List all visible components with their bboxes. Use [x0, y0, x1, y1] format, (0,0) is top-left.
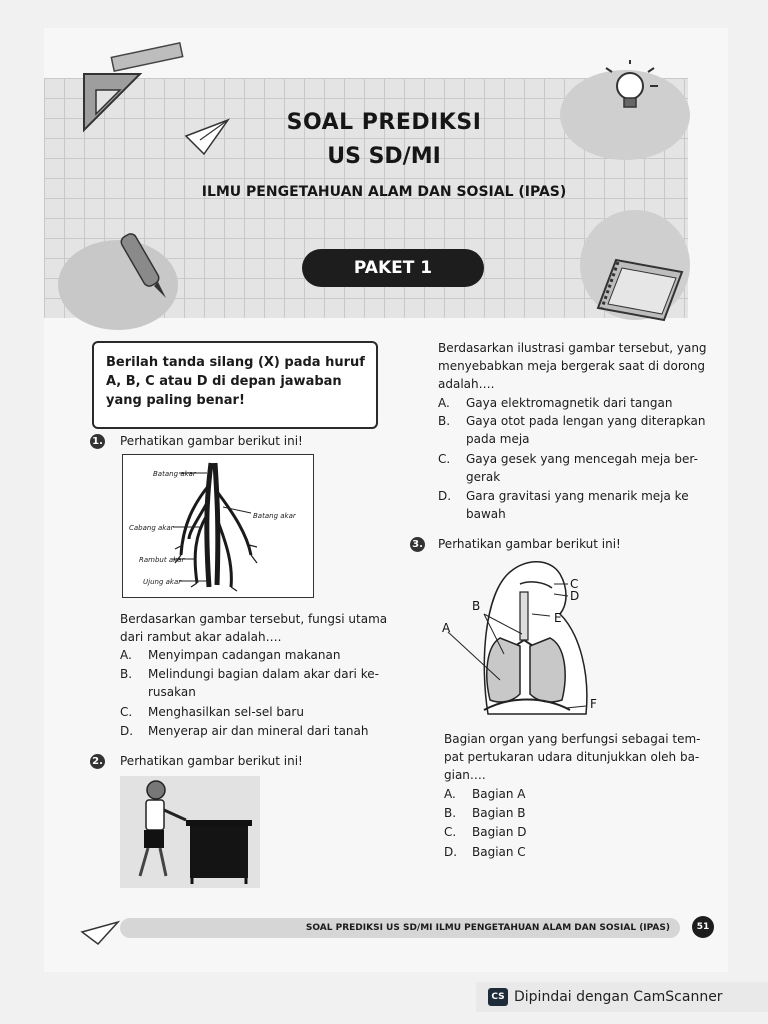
- option-letter: A.: [120, 648, 132, 662]
- option-letter: C.: [438, 452, 451, 466]
- label-cabang-akar: Cabang akar: [129, 524, 174, 532]
- option-letter: B.: [438, 414, 451, 428]
- respiratory-system-diagram: [440, 554, 610, 720]
- page-title-line2: US SD/MI: [327, 144, 441, 169]
- option-letter: C.: [444, 825, 457, 839]
- question-text: pat pertukaran udara ditunjukkan oleh ba-: [444, 750, 700, 764]
- label-ujung-akar: Ujung akar: [143, 578, 182, 586]
- option-text: Gaya elektromagnetik dari tangan: [466, 396, 673, 410]
- label-e: E: [554, 611, 562, 625]
- option-text: Bagian C: [472, 845, 526, 859]
- option-letter: D.: [444, 845, 458, 859]
- option-letter: B.: [444, 806, 457, 820]
- option-text: bawah: [466, 507, 506, 521]
- paper-plane-icon: [80, 918, 120, 948]
- question-text: Berdasarkan ilustrasi gambar tersebut, yang: [438, 341, 707, 355]
- option-text: gerak: [466, 470, 501, 484]
- label-a: A: [442, 621, 451, 635]
- root-figure: [122, 454, 314, 598]
- option-text: Gaya gesek yang mencegah meja ber-: [466, 452, 698, 466]
- option-text: Gara gravitasi yang menarik meja ke: [466, 489, 689, 503]
- scanner-text: Dipindai dengan CamScanner: [514, 989, 723, 1005]
- option-text: rusakan: [148, 685, 196, 699]
- option-letter: C.: [120, 705, 133, 719]
- label-d: D: [570, 589, 580, 603]
- option-letter: D.: [120, 724, 134, 738]
- option-letter: A.: [444, 787, 456, 801]
- option-text: pada meja: [466, 432, 530, 446]
- option-letter: B.: [120, 667, 133, 681]
- question-text: dari rambut akar adalah….: [120, 630, 282, 644]
- question-text: Bagian organ yang berfungsi sebagai tem-: [444, 732, 701, 746]
- instruction-box: [92, 341, 378, 429]
- question-text: Berdasarkan gambar tersebut, fungsi utama: [120, 612, 388, 626]
- option-text: Menghasilkan sel-sel baru: [148, 705, 304, 719]
- question-number: 1.: [90, 434, 105, 449]
- option-text: Melindungi bagian dalam akar dari ke-: [148, 667, 379, 681]
- option-letter: A.: [438, 396, 450, 410]
- camscanner-logo-icon: CS: [488, 988, 508, 1006]
- paket-badge: PAKET 1: [302, 249, 484, 287]
- question-text: adalah….: [438, 377, 495, 391]
- question-intro: Perhatikan gambar berikut ini!: [120, 434, 303, 448]
- question-text: menyebabkan meja bergerak saat di dorong: [438, 359, 706, 373]
- instruction-text: Berilah tanda silang (X) pada huruf A, B, C atau D di depan jawaban yang paling benar!: [106, 355, 365, 408]
- question-intro: Perhatikan gambar berikut ini!: [438, 537, 621, 551]
- label-batang-akar-top: Batang akar: [153, 470, 196, 478]
- question-number: 3.: [410, 537, 425, 552]
- label-batang-akar-right: Batang akar: [253, 512, 296, 520]
- label-rambut-akar: Rambut akar: [139, 556, 185, 564]
- option-text: Bagian D: [472, 825, 527, 839]
- page-title-line1: SOAL PREDIKSI: [286, 110, 482, 135]
- root-diagram: [123, 455, 313, 597]
- question-intro: Perhatikan gambar berikut ini!: [120, 754, 303, 768]
- footer-text: SOAL PREDIKSI US SD/MI ILMU PENGETAHUAN ALAM DAN SOSIAL (IPAS): [305, 923, 670, 933]
- option-text: Gaya otot pada lengan yang diterapkan: [466, 414, 706, 428]
- page-number: 51: [692, 916, 714, 938]
- option-text: Menyerap air dan mineral dari tanah: [148, 724, 369, 738]
- label-b: B: [472, 599, 481, 613]
- question-text: gian….: [444, 768, 486, 782]
- label-c: C: [570, 577, 579, 591]
- option-letter: D.: [438, 489, 452, 503]
- question-number: 2.: [90, 754, 105, 769]
- option-text: Menyimpan cadangan makanan: [148, 648, 341, 662]
- option-text: Bagian A: [472, 787, 526, 801]
- boy-pushing-table-illustration: [120, 776, 260, 888]
- option-text: Bagian B: [472, 806, 526, 820]
- pen-icon: [114, 232, 174, 302]
- label-f: F: [590, 697, 597, 711]
- notebook-icon: [596, 258, 686, 328]
- subject-title: ILMU PENGETAHUAN ALAM DAN SOSIAL (IPAS): [201, 184, 567, 200]
